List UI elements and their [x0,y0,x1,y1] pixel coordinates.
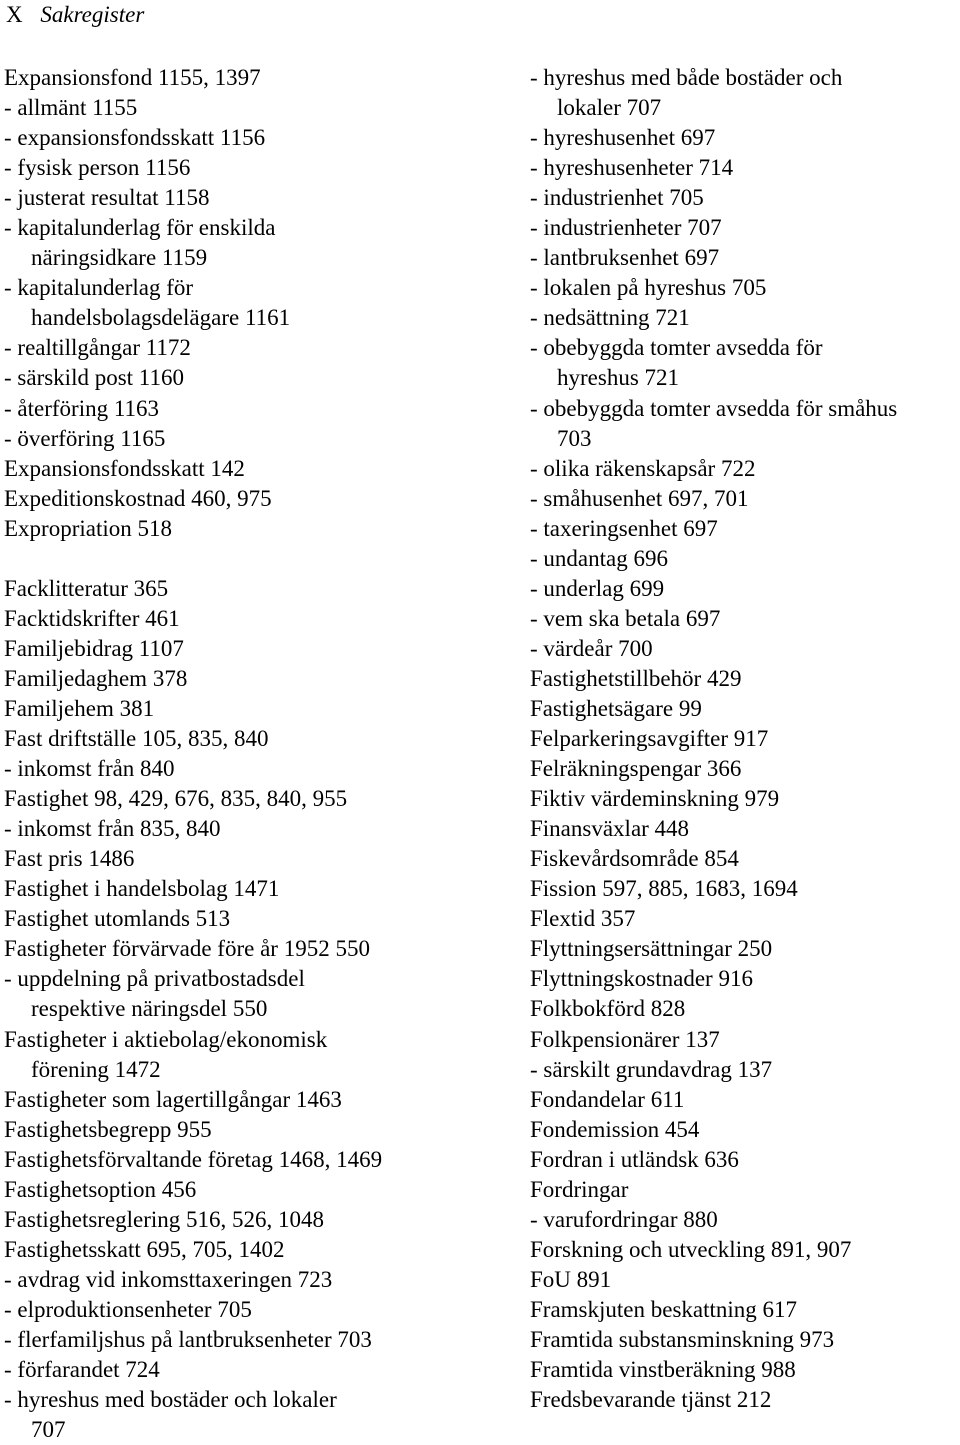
index-entry: Fastighet utomlands 513 [4,906,231,932]
index-entry: Fastighetsskatt 695, 705, 1402 [4,1236,285,1262]
index-entry: Fastigheter i aktiebolag/ekonomisk [4,1026,328,1052]
index-entry: Expeditionskostnad 460, 975 [4,485,272,511]
index-entry: - kapitalunderlag för [4,275,194,301]
index-entry: - olika räkenskapsår 722 [530,455,756,481]
index-entry: Fission 597, 885, 1683, 1694 [530,876,798,902]
index-entry: - fysisk person 1156 [4,155,191,181]
index-entry: - avdrag vid inkomsttaxeringen 723 [4,1266,333,1292]
index-entry: Fastighetsägare 99 [530,695,702,721]
index-entry: Familjedaghem 378 [4,665,188,691]
index-entry: - överföring 1165 [4,425,166,451]
index-entry: Fastighetsreglering 516, 526, 1048 [4,1206,325,1232]
index-entry-continuation: 707 [31,1417,66,1443]
index-column-right [530,63,960,1415]
index-entry-continuation: förening 1472 [31,1056,161,1082]
index-entry: Familjehem 381 [4,695,155,721]
index-entry: - underlag 699 [530,575,665,601]
index-entry: Familjebidrag 1107 [4,635,184,661]
index-entry: Fondandelar 611 [530,1086,685,1112]
index-entry: Fastigheter som lagertillgångar 1463 [4,1086,342,1112]
index-entry: - återföring 1163 [4,395,159,421]
index-entry: Fastighet 98, 429, 676, 835, 840, 955 [4,786,348,812]
index-entry: FoU 891 [530,1266,612,1292]
index-entry: Fiskevårdsområde 854 [530,846,739,872]
index-entry-continuation: hyreshus 721 [557,365,680,391]
index-entry: - särskild post 1160 [4,365,184,391]
index-entry: Facktidskrifter 461 [4,605,180,631]
index-entry: Fiktiv värdeminskning 979 [530,786,780,812]
index-entry: Fastighetsförvaltande företag 1468, 1469 [4,1146,383,1172]
index-entry: - realtillgångar 1172 [4,335,191,361]
index-entry: Expropriation 518 [4,515,172,541]
index-entry: - hyreshusenhet 697 [530,125,716,151]
index-entry: Folkpensionärer 137 [530,1026,720,1052]
index-entry: - uppdelning på privatbostadsdel [4,966,305,992]
index-entry: Fastighet i handelsbolag 1471 [4,876,280,902]
chapter-label: X [6,2,23,27]
index-entry: - småhusenhet 697, 701 [530,485,749,511]
index-entry: Fastigheter förvärvade före år 1952 550 [4,936,370,962]
index-entry: Framskjuten beskattning 617 [530,1296,798,1322]
index-entry: - kapitalunderlag för enskilda [4,215,276,241]
index-entry: - elproduktionsenheter 705 [4,1296,252,1322]
page-title: Sakregister [40,2,145,27]
page-header [6,0,144,30]
index-entry-continuation: 703 [557,425,592,451]
index-entry: Flyttningsersättningar 250 [530,936,773,962]
index-entry: Fondemission 454 [530,1116,700,1142]
index-entry: - värdeår 700 [530,635,653,661]
blank-line [4,544,504,574]
index-entry: - förfarandet 724 [4,1357,160,1383]
index-entry: Felparkeringsavgifter 917 [530,726,769,752]
index-entry: Fast pris 1486 [4,846,135,872]
index-column-left [4,63,504,1445]
index-entry: Fastighetsoption 456 [4,1176,197,1202]
index-entry: - obebyggda tomter avsedda för småhus [530,395,898,421]
index-entry: - nedsättning 721 [530,305,690,331]
index-entry: - vem ska betala 697 [530,605,721,631]
index-entry: Fastighetstillbehör 429 [530,665,742,691]
index-entry: - industrienhet 705 [530,185,704,211]
index-entry: - taxeringsenhet 697 [530,515,718,541]
index-entry: Felräkningspengar 366 [530,756,742,782]
index-entry: Flextid 357 [530,906,636,932]
index-entry: Finansväxlar 448 [530,816,690,842]
index-entry: Framtida vinstberäkning 988 [530,1357,796,1383]
index-entry: Fredsbevarande tjänst 212 [530,1387,772,1413]
index-entry: - obebyggda tomter avsedda för [530,335,823,361]
index-entry: - hyreshus med både bostäder och [530,65,843,90]
index-entry-continuation: respektive näringsdel 550 [31,996,268,1022]
index-entry: - hyreshus med bostäder och lokaler [4,1387,337,1413]
index-entry: - hyreshusenheter 714 [530,155,734,181]
index-entry: - expansionsfondsskatt 1156 [4,125,266,151]
index-entry: - varufordringar 880 [530,1206,718,1232]
index-entry: - lantbruksenhet 697 [530,245,720,271]
index-entry-continuation: näringsidkare 1159 [31,245,208,271]
index-entry: Flyttningskostnader 916 [530,966,753,992]
index-entry-continuation: handelsbolagsdelägare 1161 [31,305,291,331]
index-entry: Fastighetsbegrepp 955 [4,1116,212,1142]
index-entry: - allmänt 1155 [4,95,138,121]
index-entry: Facklitteratur 365 [4,575,169,601]
index-entry: - undantag 696 [530,545,668,571]
index-entry: - särskilt grundavdrag 137 [530,1056,773,1082]
index-entry: - inkomst från 835, 840 [4,816,221,842]
index-entry: Expansionsfondsskatt 142 [4,455,245,481]
index-entry: - justerat resultat 1158 [4,185,210,211]
index-entry: - flerfamiljshus på lantbruksenheter 703 [4,1326,372,1352]
index-entry-continuation: lokaler 707 [557,95,662,121]
index-entry: - lokalen på hyreshus 705 [530,275,767,301]
index-entry: - inkomst från 840 [4,756,175,782]
index-entry: Fordran i utländsk 636 [530,1146,739,1172]
index-entry: Forskning och utveckling 891, 907 [530,1236,852,1262]
index-entry: Fast driftställe 105, 835, 840 [4,726,269,752]
index-entry: - industrienheter 707 [530,215,722,241]
index-entry: Folkbokförd 828 [530,996,686,1022]
index-entry: Expansionsfond 1155, 1397 [4,65,261,90]
index-entry: Fordringar [530,1176,629,1202]
index-entry: Framtida substansminskning 973 [530,1326,835,1352]
